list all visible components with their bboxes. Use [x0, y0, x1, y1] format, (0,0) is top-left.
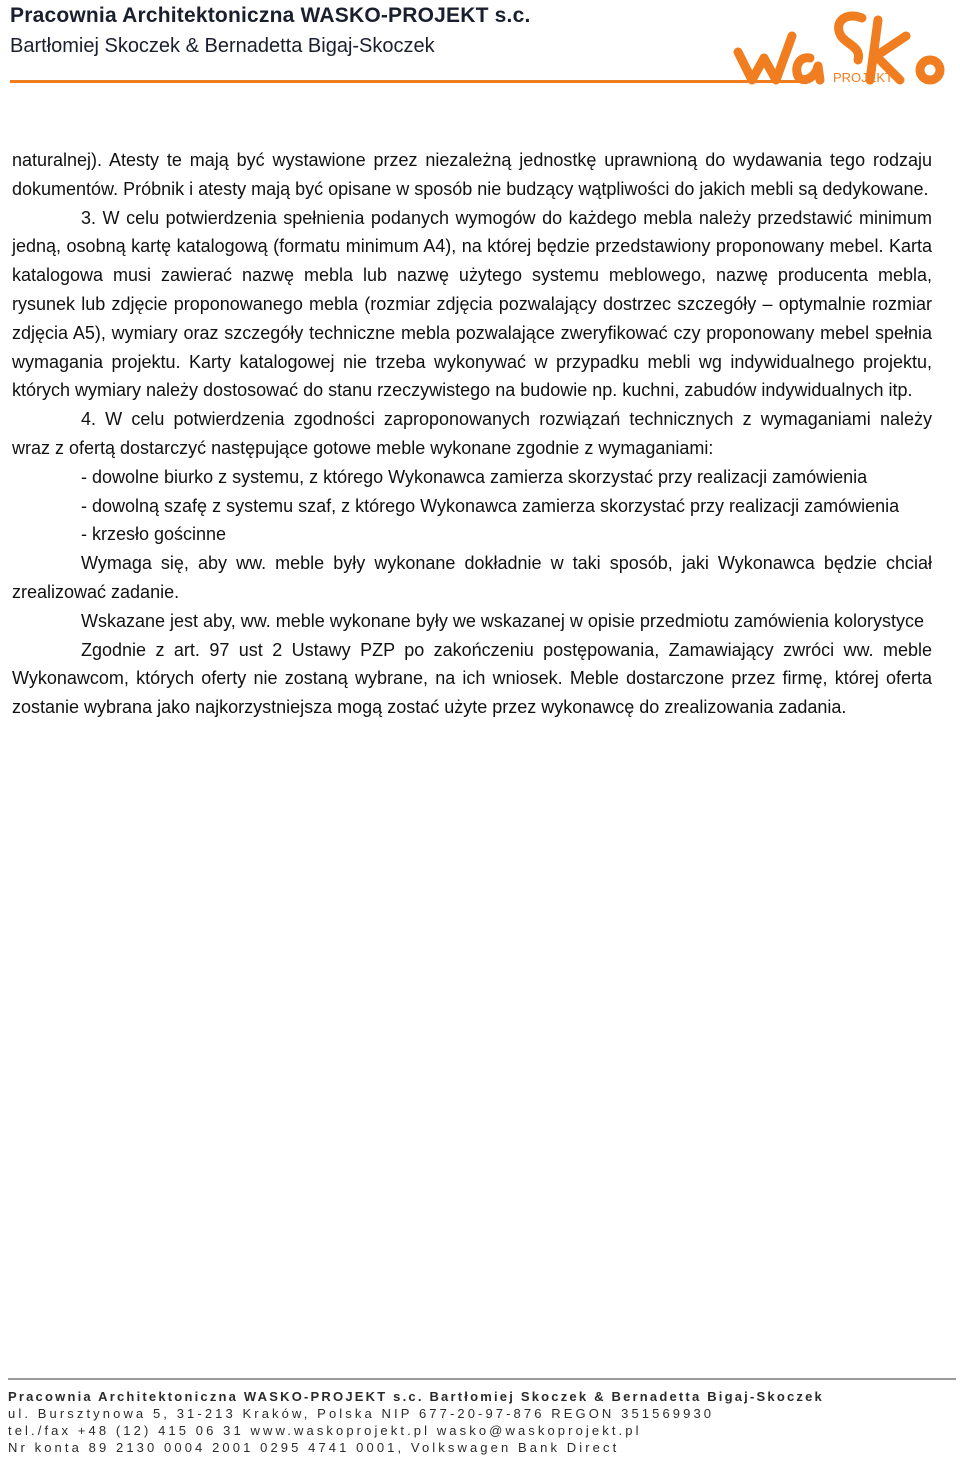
firm-name: Pracownia Architektoniczna WASKO-PROJEKT s.c.: [10, 4, 531, 27]
header-rule: [10, 80, 810, 83]
page-header: [10, 4, 955, 88]
paragraph: 3. W celu potwierdzenia spełnienia podanych wymogów do każdego mebla należy przedstawić minimum jedną, osobną kartę katalogową (formatu minimum A4), na której będzie przedstawiony proponowany mebel. Karta katalogowa musi zawierać nazwę mebla lub nazwę użytego systemu meblowego, nazwę producenta mebla, rysunek lub zdjęcie proponowanego mebla (rozmiar zdjęcia pozwalający dostrzec szczegóły – optymalnie rozmiar zdjęcia A5), wymiary oraz szczegóły techniczne mebla pozwalające zweryfikować czy proponowany mebel spełnia wymagania projektu. Karty katalogowej nie trzeba wykonywać w przypadku mebli wg indywidualnego projektu, których wymiary należy dostosować do stanu rzeczywistego na budowie np. kuchni, zabudów indywidualnych itp.: [12, 207, 932, 401]
footer-contact-line: tel./fax +48 (12) 415 06 31 www.waskoprojekt.pl wasko@waskoprojekt.pl: [8, 1423, 642, 1438]
paragraph: Wymaga się, aby ww. meble były wykonane dokładnie w taki sposób, jaki Wykonawca będzie chciał zrealizować zadanie.: [12, 553, 932, 602]
paragraph: Zgodnie z art. 97 ust 2 Ustawy PZP po zakończeniu postępowania, Zamawiający zwróci ww. meble Wykonawcom, których oferty nie zostaną wybrane, na ich wniosek. Meble dostarczone przez firmę, której oferta zostanie wybrana jako najkorzystniejsza mogą zostać użyte przez wykonawcę do zrealizowania zadania.: [12, 639, 932, 718]
footer-rule: [8, 1378, 956, 1380]
page-footer: [8, 1378, 956, 1456]
footer-address-line: ul. Bursztynowa 5, 31-213 Kraków, Polska NIP 677-20-97-876 REGON 351569930: [8, 1406, 715, 1421]
paragraph: Wskazane jest aby, ww. meble wykonane były we wskazanej w opisie przedmiotu zamówienia kolorystyce: [81, 610, 925, 631]
wasko-logo: [730, 6, 955, 86]
list-item: - dowolne biurko z systemu, z którego Wykonawca zamierza skorzystać przy realizacji zamówienia: [81, 466, 868, 487]
document-body: [12, 146, 932, 722]
list-item: - krzesło gościnne: [81, 524, 227, 545]
footer-bank-line: Nr konta 89 2130 0004 2001 0295 4741 0001, Volkswagen Bank Direct: [8, 1440, 620, 1455]
paragraph: naturalnej). Atesty te mają być wystawione przez niezależną jednostkę uprawnioną do wydawania tego rodzaju dokumentów. Próbnik i atesty mają być opisane w sposób nie budzący wątpliwości do jakich mebli są dedykowane.: [12, 150, 932, 199]
firm-owners: Bartłomiej Skoczek & Bernadetta Bigaj-Skoczek: [10, 35, 435, 57]
list-item: - dowolną szafę z systemu szaf, z którego Wykonawca zamierza skorzystać przy realizacji zamówienia: [81, 495, 900, 516]
paragraph: 4. W celu potwierdzenia zgodności zaproponowanych rozwiązań technicznych z wymaganiami należy wraz z ofertą dostarczyć następujące gotowe meble wykonane zgodnie z wymaganiami:: [12, 409, 932, 458]
logo-text: PROJEKT: [833, 70, 893, 85]
footer-firm-line: Pracownia Architektoniczna WASKO-PROJEKT s.c. Bartłomiej Skoczek & Bernadetta Bigaj-Skoczek: [8, 1389, 824, 1404]
